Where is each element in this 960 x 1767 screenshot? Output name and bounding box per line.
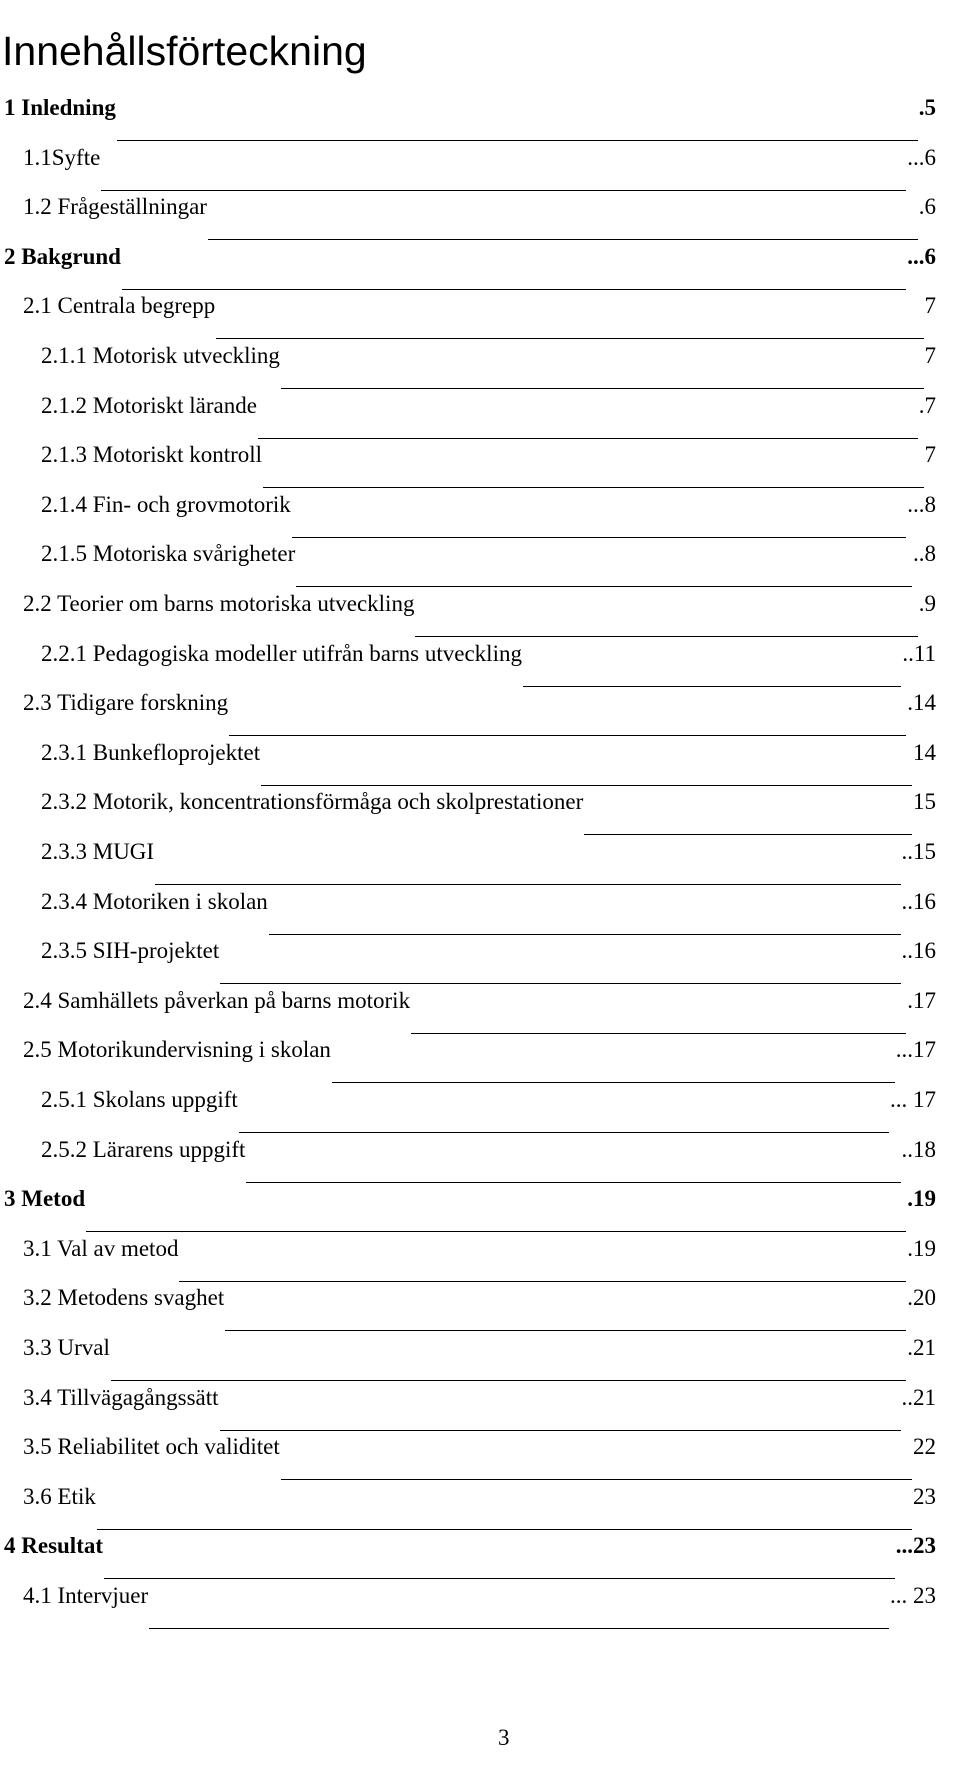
toc-entry[interactable]	[23, 1484, 936, 1534]
toc-entry[interactable]	[41, 740, 936, 790]
toc-entry-label: 2.5.2 Lärarens uppgift	[41, 1137, 246, 1162]
toc-leader-line	[229, 734, 906, 736]
toc-entry-page: ...6	[907, 244, 936, 269]
toc-entry-label: 2.4 Samhällets påverkan på barns motorik	[23, 988, 411, 1013]
toc-entry-label: 2.5.1 Skolans uppgift	[41, 1087, 238, 1112]
toc-entry[interactable]	[41, 343, 936, 393]
toc-entry-page: ...17	[895, 1037, 936, 1062]
toc-entry[interactable]	[23, 690, 936, 740]
toc-entry[interactable]	[4, 1186, 936, 1236]
toc-entry[interactable]	[23, 194, 936, 244]
toc-entry-page: .5	[918, 95, 936, 120]
toc-entry-page: .19	[907, 1186, 936, 1211]
toc-entry-page: .6	[918, 194, 936, 219]
page-number: 3	[498, 1725, 510, 1750]
toc-entry-label: 2.1.5 Motoriska svårigheter	[41, 541, 296, 566]
toc-entry-page: ... 17	[890, 1087, 936, 1112]
toc-entry-page: ..11	[902, 641, 936, 666]
toc-leader-line	[523, 685, 901, 687]
toc-leader-line	[216, 337, 923, 339]
toc-entry-page: ..16	[901, 889, 936, 914]
toc-entry-page: 7	[924, 343, 936, 368]
toc-entry[interactable]	[4, 1533, 936, 1583]
toc-leader-line	[281, 387, 924, 389]
toc-entry-page: .19	[907, 1236, 936, 1261]
toc-entry[interactable]	[41, 889, 936, 939]
toc-entry[interactable]	[41, 442, 936, 492]
toc-leader-line	[111, 1379, 906, 1381]
toc-entry-label: 2.3.4 Motoriken i skolan	[41, 889, 268, 914]
toc-leader-line	[179, 1280, 906, 1282]
toc-entry[interactable]	[4, 244, 936, 294]
toc-entry[interactable]	[41, 839, 936, 889]
toc-leader-line	[155, 883, 900, 885]
toc-leader-line	[220, 982, 900, 984]
toc-entry[interactable]	[23, 293, 936, 343]
toc-leader-line	[584, 833, 912, 835]
toc-entry[interactable]	[41, 938, 936, 988]
toc-leader-line	[411, 1032, 906, 1034]
toc-entry-label: 3.6 Etik	[23, 1484, 96, 1509]
toc-entry-page: 15	[913, 789, 936, 814]
toc-entry[interactable]	[23, 1285, 936, 1335]
toc-entry-page: ...23	[895, 1533, 936, 1558]
toc-entry-page: ..15	[901, 839, 936, 864]
toc-entry-label: 2.1 Centrala begrepp	[23, 293, 216, 318]
toc-entry-page: .7	[918, 393, 936, 418]
toc-entry-label: 2.2 Teorier om barns motoriska utveckling	[23, 591, 415, 616]
toc-entry[interactable]	[23, 1434, 936, 1484]
toc-entry[interactable]	[23, 1037, 936, 1087]
toc-leader-line	[117, 139, 918, 141]
toc-entry-label: 2.1.4 Fin- och grovmotorik	[41, 492, 291, 517]
toc-entry-label: 2.1.1 Motorisk utveckling	[41, 343, 280, 368]
toc-leader-line	[104, 1577, 895, 1579]
toc-leader-line	[101, 189, 906, 191]
toc-entry-page: .9	[918, 591, 936, 616]
page-title: Innehållsförteckning	[2, 28, 367, 75]
toc-leader-line	[149, 1627, 889, 1629]
toc-entry-page: 23	[913, 1484, 936, 1509]
toc-entry[interactable]	[41, 393, 936, 443]
toc-leader-line	[263, 486, 923, 488]
toc-leader-line	[258, 437, 918, 439]
toc-entry-label: 1.2 Frågeställningar	[23, 194, 207, 219]
toc-entry-label: 2.1.2 Motoriskt lärande	[41, 393, 257, 418]
toc-entry[interactable]	[23, 1236, 936, 1286]
toc-leader-line	[281, 1478, 912, 1480]
toc-leader-line	[296, 585, 912, 587]
toc-leader-line	[97, 1528, 912, 1530]
toc-entry-label: 2.3.2 Motorik, koncentrationsförmåga och skolprestationer	[41, 789, 584, 814]
toc-entry-page: ...6	[907, 145, 936, 170]
toc-entry[interactable]	[41, 541, 936, 591]
toc-entry-label: 2.5 Motorikundervisning i skolan	[23, 1037, 331, 1062]
toc-entry-label: 3.5 Reliabilitet och validitet	[23, 1434, 280, 1459]
toc-leader-line	[225, 1329, 906, 1331]
toc-entry[interactable]	[41, 789, 936, 839]
toc-leader-line	[239, 1131, 889, 1133]
toc-entry[interactable]	[23, 1583, 936, 1633]
toc-entry[interactable]	[23, 988, 936, 1038]
toc-leader-line	[332, 1081, 895, 1083]
toc-entry-page: 22	[913, 1434, 936, 1459]
toc-entry-page: ..18	[901, 1137, 936, 1162]
toc-leader-line	[208, 238, 918, 240]
toc-leader-line	[415, 635, 917, 637]
toc-leader-line	[86, 1230, 906, 1232]
toc-entry[interactable]	[4, 95, 936, 145]
toc-entry-label: 2.1.3 Motoriskt kontroll	[41, 442, 263, 467]
toc-entry-label: 4.1 Intervjuer	[23, 1583, 149, 1608]
toc-entry-label: 2.3.5 SIH-projektet	[41, 938, 220, 963]
toc-entry-label: 1 Inledning	[4, 95, 116, 120]
toc-entry-page: ... 23	[890, 1583, 936, 1608]
toc-leader-line	[292, 536, 906, 538]
toc-entry-label: 1.1Syfte	[23, 145, 101, 170]
toc-entry[interactable]	[23, 145, 936, 195]
toc-entry[interactable]	[41, 492, 936, 542]
toc-entry-label: 2.3.1 Bunkefloprojektet	[41, 740, 261, 765]
toc-entry[interactable]	[41, 1137, 936, 1187]
toc-entry-label: 3 Metod	[4, 1186, 86, 1211]
toc-entry-label: 3.3 Urval	[23, 1335, 110, 1360]
toc-leader-line	[261, 784, 912, 786]
toc-entry-page: .14	[907, 690, 936, 715]
toc-entry-label: 2.2.1 Pedagogiska modeller utifrån barns utveckling	[41, 641, 522, 666]
toc-leader-line	[269, 933, 901, 935]
toc-entry-label: 2.3.3 MUGI	[41, 839, 155, 864]
toc-entry[interactable]	[23, 1335, 936, 1385]
toc-entry-label: 3.2 Metodens svaghet	[23, 1285, 225, 1310]
toc-entry-label: 3.1 Val av metod	[23, 1236, 179, 1261]
toc-entry-page: ..8	[913, 541, 936, 566]
toc-entry-label: 4 Resultat	[4, 1533, 104, 1558]
toc-entry-page: 7	[924, 293, 936, 318]
toc-entry-page: ..21	[901, 1385, 936, 1410]
toc-entry[interactable]	[41, 1087, 936, 1137]
toc-entry-page: 14	[913, 740, 936, 765]
toc-leader-line	[122, 288, 906, 290]
toc-entry-page: .20	[907, 1285, 936, 1310]
toc-entry-label: 2 Bakgrund	[4, 244, 121, 269]
toc-entry[interactable]	[23, 1385, 936, 1435]
toc-entry-page: ...8	[907, 492, 936, 517]
toc-entry-page: 7	[924, 442, 936, 467]
toc-entry-label: 3.4 Tillvägagångssätt	[23, 1385, 219, 1410]
toc-entry[interactable]	[41, 641, 936, 691]
toc-entry-page: ..16	[901, 938, 936, 963]
toc-entry-label: 2.3 Tidigare forskning	[23, 690, 229, 715]
toc-leader-line	[246, 1181, 900, 1183]
toc-entry-page: .21	[907, 1335, 936, 1360]
toc-entry-page: .17	[907, 988, 936, 1013]
toc-leader-line	[220, 1429, 901, 1431]
toc-entry[interactable]	[23, 591, 936, 641]
